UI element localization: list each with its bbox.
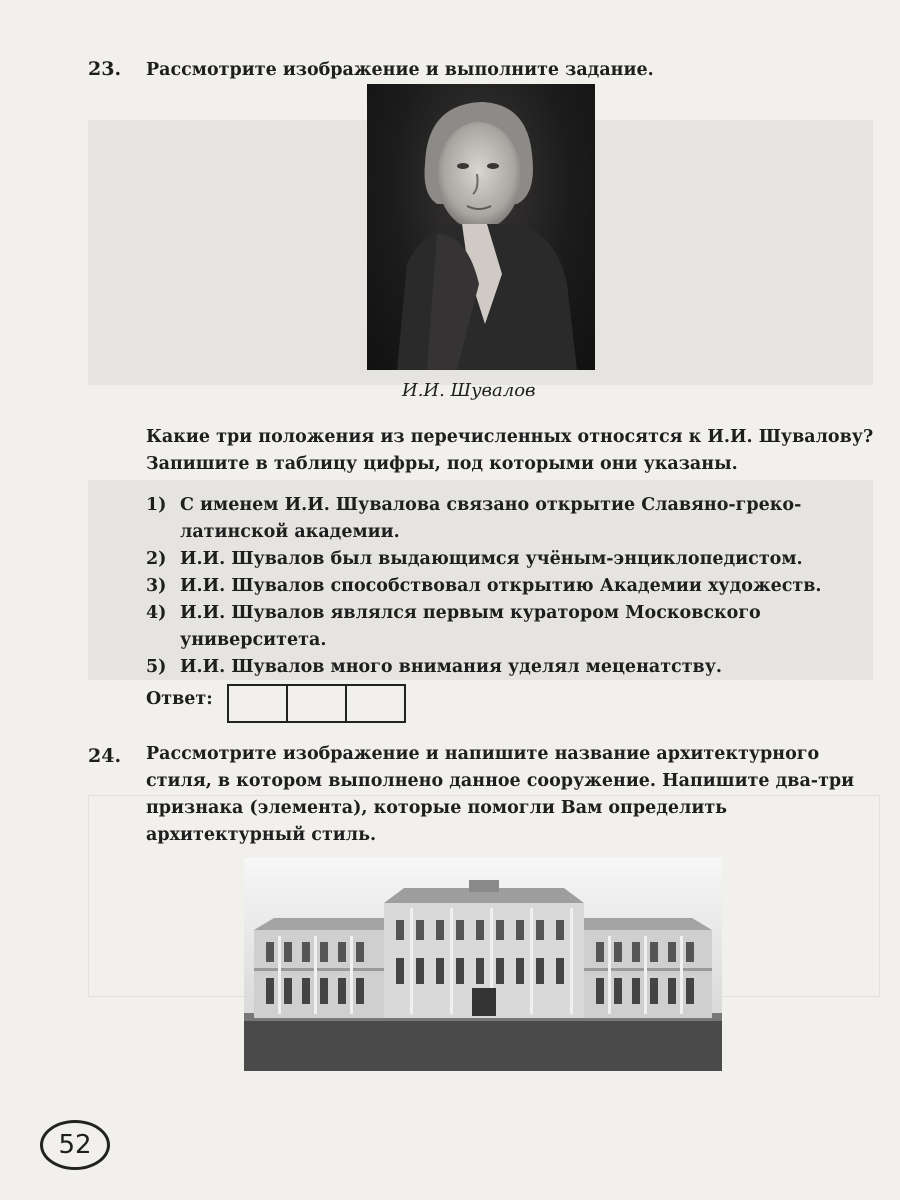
option-item: 1) С именем И.И. Шувалова связано открытие Славяно-греко-латинской академии. xyxy=(146,495,802,542)
page-number: 52 xyxy=(40,1120,110,1170)
option-item: 4) И.И. Шувалов являлся первым куратором Московского университета. xyxy=(146,603,761,650)
answer-cell[interactable] xyxy=(288,686,347,721)
task-23-title: Рассмотрите изображение и выполните задание. xyxy=(146,60,654,80)
palace-photo xyxy=(244,858,722,1071)
option-item: 3) И.И. Шувалов способствовал открытию Академии художеств. xyxy=(146,576,822,596)
shuvalov-portrait xyxy=(367,84,595,370)
answer-label: Ответ: xyxy=(146,689,213,709)
option-item: 5) И.И. Шувалов много внимания уделял меценатству. xyxy=(146,657,723,677)
answer-cell[interactable] xyxy=(229,686,288,721)
answer-cell[interactable] xyxy=(347,686,404,721)
task-24-text: Рассмотрите изображение и напишите название архитектурного стиля, в котором выполнено данное сооружение. Напишите два-три признака (элемента), которые помогли Вам определить архитектурный стиль. xyxy=(146,744,855,845)
task-23-number: 23. xyxy=(88,58,122,80)
option-item: 2) И.И. Шувалов был выдающимся учёным-энциклопедистом. xyxy=(146,549,803,569)
options-list xyxy=(146,492,876,681)
answer-table xyxy=(227,684,406,723)
portrait-caption: И.И. Шувалов xyxy=(402,380,536,401)
task-23-question: Какие три положения из перечисленных относятся к И.И. Шувалову? Запишите в таблицу цифры, под которыми они указаны. xyxy=(146,427,874,474)
task-24-number: 24. xyxy=(88,745,122,767)
